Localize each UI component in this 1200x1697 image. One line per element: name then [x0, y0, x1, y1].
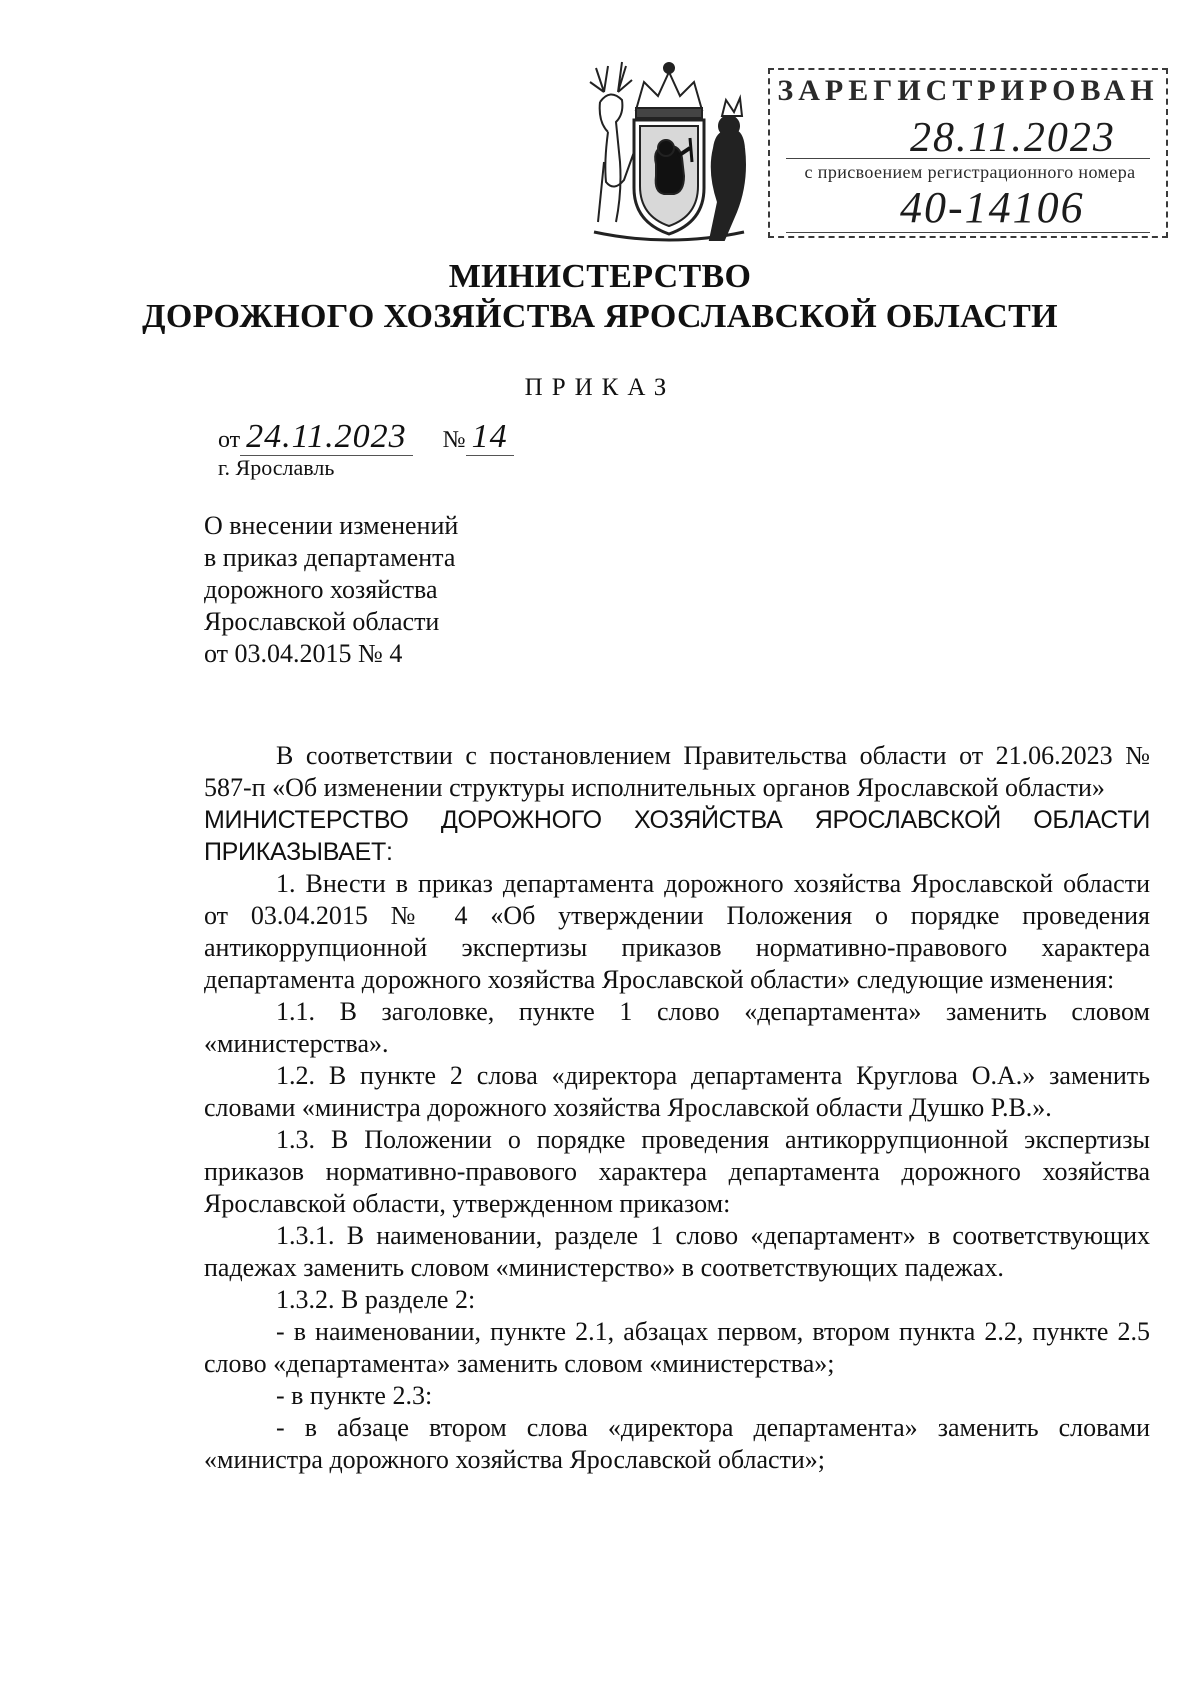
order-subject — [204, 510, 458, 670]
subject-line: Ярославской области — [204, 607, 440, 636]
clause-1-3: 1.3. В Положении о порядке проведения антикоррупционной экспертизы приказов нормативно-правового характера департамента дорожного хозяйства Ярославской области, утвержденном приказом: — [204, 1125, 1150, 1218]
stamp-divider — [786, 232, 1150, 233]
clause-1-3-2-subitem: - в абзаце втором слова «директора департамента» заменить словами «министра дорожного хозяйства Ярославской области»; — [204, 1413, 1150, 1474]
ministry-title-line2: ДОРОЖНОГО ХОЗЯЙСТВА ЯРОСЛАВСКОЙ ОБЛАСТИ — [142, 298, 1058, 335]
clause-1: 1. Внести в приказ департамента дорожного хозяйства Ярославской области от 03.04.2015 № 4 «Об утверждении Положения о порядке проведения антикоррупционной экспертизы приказов нормативно-правового характера департамента дорожного хозяйства Ярославской области» следующие изменения: — [204, 869, 1150, 994]
clause-1-3-2-item: - в пункте 2.3: — [276, 1381, 433, 1410]
subject-line: от 03.04.2015 № 4 — [204, 639, 403, 668]
clause-1-1: 1.1. В заголовке, пункте 1 слово «департамента» заменить словом «министерства». — [204, 997, 1150, 1058]
clause-1-3-2-item: - в наименовании, пункте 2.1, абзацах первом, втором пункта 2.2, пункте 2.5 слово «департамента» заменить словом «министерства»; — [204, 1317, 1150, 1378]
clause-1-2: 1.2. В пункте 2 слова «директора департамента Круглова О.А.» заменить словами «министра дорожного хозяйства Ярославской области Душко Р.В.». — [204, 1061, 1150, 1122]
stamp-title: ЗАРЕГИСТРИРОВАН — [777, 74, 1159, 107]
date-prefix: от — [218, 427, 241, 453]
number-prefix: № — [442, 427, 466, 453]
coat-of-arms-emblem — [574, 52, 764, 248]
order-date-number-line — [218, 418, 514, 456]
order-date: 24.11.2023 — [240, 418, 412, 456]
stamp-registration-number: 40-14106 — [900, 183, 1085, 232]
order-city: г. Ярославль — [218, 455, 335, 480]
ministry-title-line1: МИНИСТЕРСТВО — [448, 258, 752, 295]
document-type-title: ПРИКАЗ — [524, 374, 676, 401]
registration-stamp — [768, 68, 1168, 238]
ordering-clause: МИНИСТЕРСТВО ДОРОЖНОГО ХОЗЯЙСТВА ЯРОСЛАВСКОЙ ОБЛАСТИ ПРИКАЗЫВАЕТ: — [204, 806, 1150, 866]
subject-line: в приказ департамента — [204, 543, 456, 572]
order-number: 14 — [466, 418, 514, 456]
order-body — [204, 740, 1150, 1476]
stamp-registration-date: 28.11.2023 — [910, 115, 1116, 161]
stamp-divider — [786, 158, 1150, 159]
preamble-paragraph: В соответствии с постановлением Правительства области от 21.06.2023 № 587-п «Об изменении структуры исполнительных органов Ярославской области» — [204, 741, 1150, 802]
subject-line: дорожного хозяйства — [204, 575, 438, 604]
clause-1-3-2: 1.3.2. В разделе 2: — [276, 1285, 476, 1314]
stamp-note: с присвоением регистрационного номера — [804, 162, 1136, 182]
clause-1-3-1: 1.3.1. В наименовании, разделе 1 слово «департамент» в соответствующих падежах заменить словом «министерство» в соответствующих падежах. — [204, 1221, 1150, 1282]
subject-line: О внесении изменений — [204, 511, 459, 540]
